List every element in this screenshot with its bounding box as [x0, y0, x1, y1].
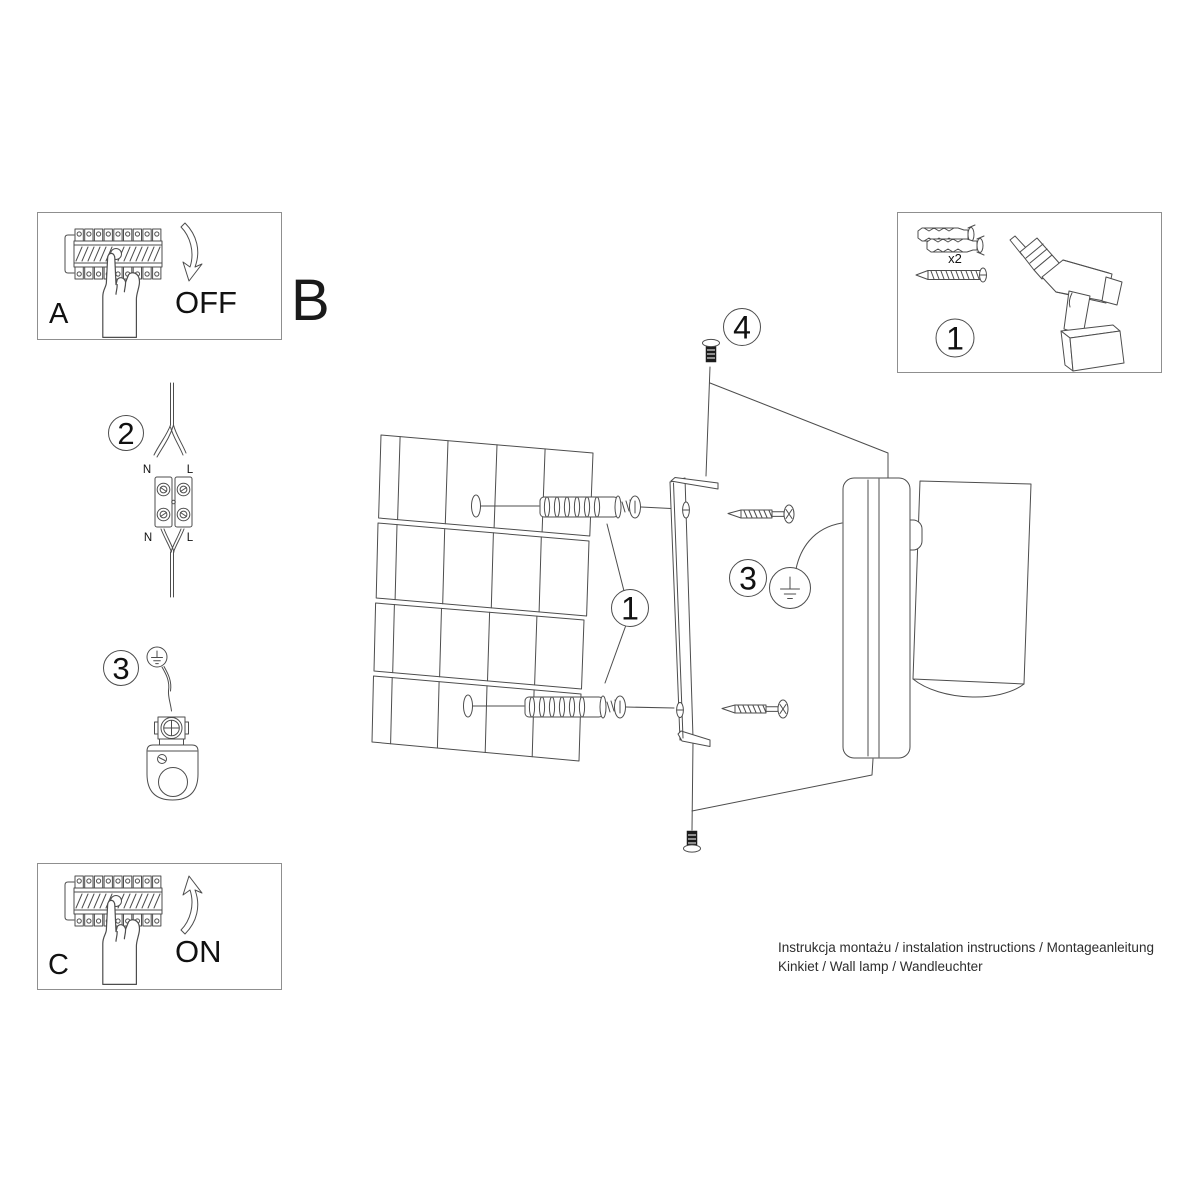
panel-a-box	[37, 212, 282, 340]
step-3-badge: 3	[112, 651, 130, 686]
footer-line-2: Kinkiet / Wall lamp / Wandleuchter	[778, 959, 983, 974]
plug-quantity-label: x2	[948, 251, 962, 266]
section-b-letter: B	[291, 268, 330, 333]
breaker-on-illustration	[38, 864, 281, 989]
off-label: OFF	[175, 285, 237, 320]
wall-plug-lower	[525, 696, 626, 718]
panel-a-letter: A	[49, 298, 69, 330]
bracket-screw-upper	[728, 505, 794, 523]
parts-box-badge	[936, 319, 974, 357]
fixing-screw-bottom	[684, 831, 701, 852]
plugs-step-badge	[612, 590, 649, 627]
top-screw-badge	[724, 309, 761, 346]
main-assembly-diagram	[360, 300, 1060, 880]
arrow-up-icon	[181, 876, 202, 934]
bracket-screw-lower	[722, 700, 788, 718]
svg-text:1: 1	[621, 590, 639, 627]
svg-text:3: 3	[739, 560, 757, 597]
wire-l-top: L	[186, 464, 194, 476]
breaker-off-illustration	[38, 213, 281, 339]
svg-text:1: 1	[946, 320, 964, 357]
ground-step-badge	[730, 560, 767, 597]
ground-clamp-icon	[155, 717, 189, 745]
wall-lamp	[843, 478, 1031, 758]
footer-text	[778, 938, 1154, 976]
wire-n-bottom: N	[143, 532, 153, 544]
footer-line-1: Instrukcja montażu / instalation instructions / Montageanleitung	[778, 940, 1154, 955]
parts-box	[897, 212, 1162, 373]
mounting-bracket	[670, 478, 718, 747]
earth-symbol-icon	[770, 568, 811, 609]
panel-c-letter: C	[48, 949, 69, 981]
on-label: ON	[175, 934, 222, 969]
step-3-ground-diagram	[104, 647, 199, 800]
earth-wire	[796, 523, 842, 569]
parts-illustration	[898, 213, 1161, 372]
earth-symbol-icon	[147, 647, 167, 667]
step-2-badge: 2	[117, 416, 135, 451]
fixing-screw-top	[703, 339, 720, 362]
step-2-wiring-diagram	[109, 383, 194, 597]
wire-n-top: N	[142, 464, 152, 476]
screw-icon	[916, 268, 987, 282]
wire-l-bottom: L	[186, 532, 194, 544]
wall-plug-upper	[540, 496, 641, 518]
panel-c-box	[37, 863, 282, 990]
lamp-back-plate	[843, 478, 910, 758]
drill-icon	[1010, 236, 1124, 371]
wiring-and-ground-steps	[80, 375, 280, 825]
mounting-plate-icon	[147, 745, 198, 800]
arrow-down-icon	[181, 223, 202, 281]
svg-text:4: 4	[733, 309, 751, 346]
